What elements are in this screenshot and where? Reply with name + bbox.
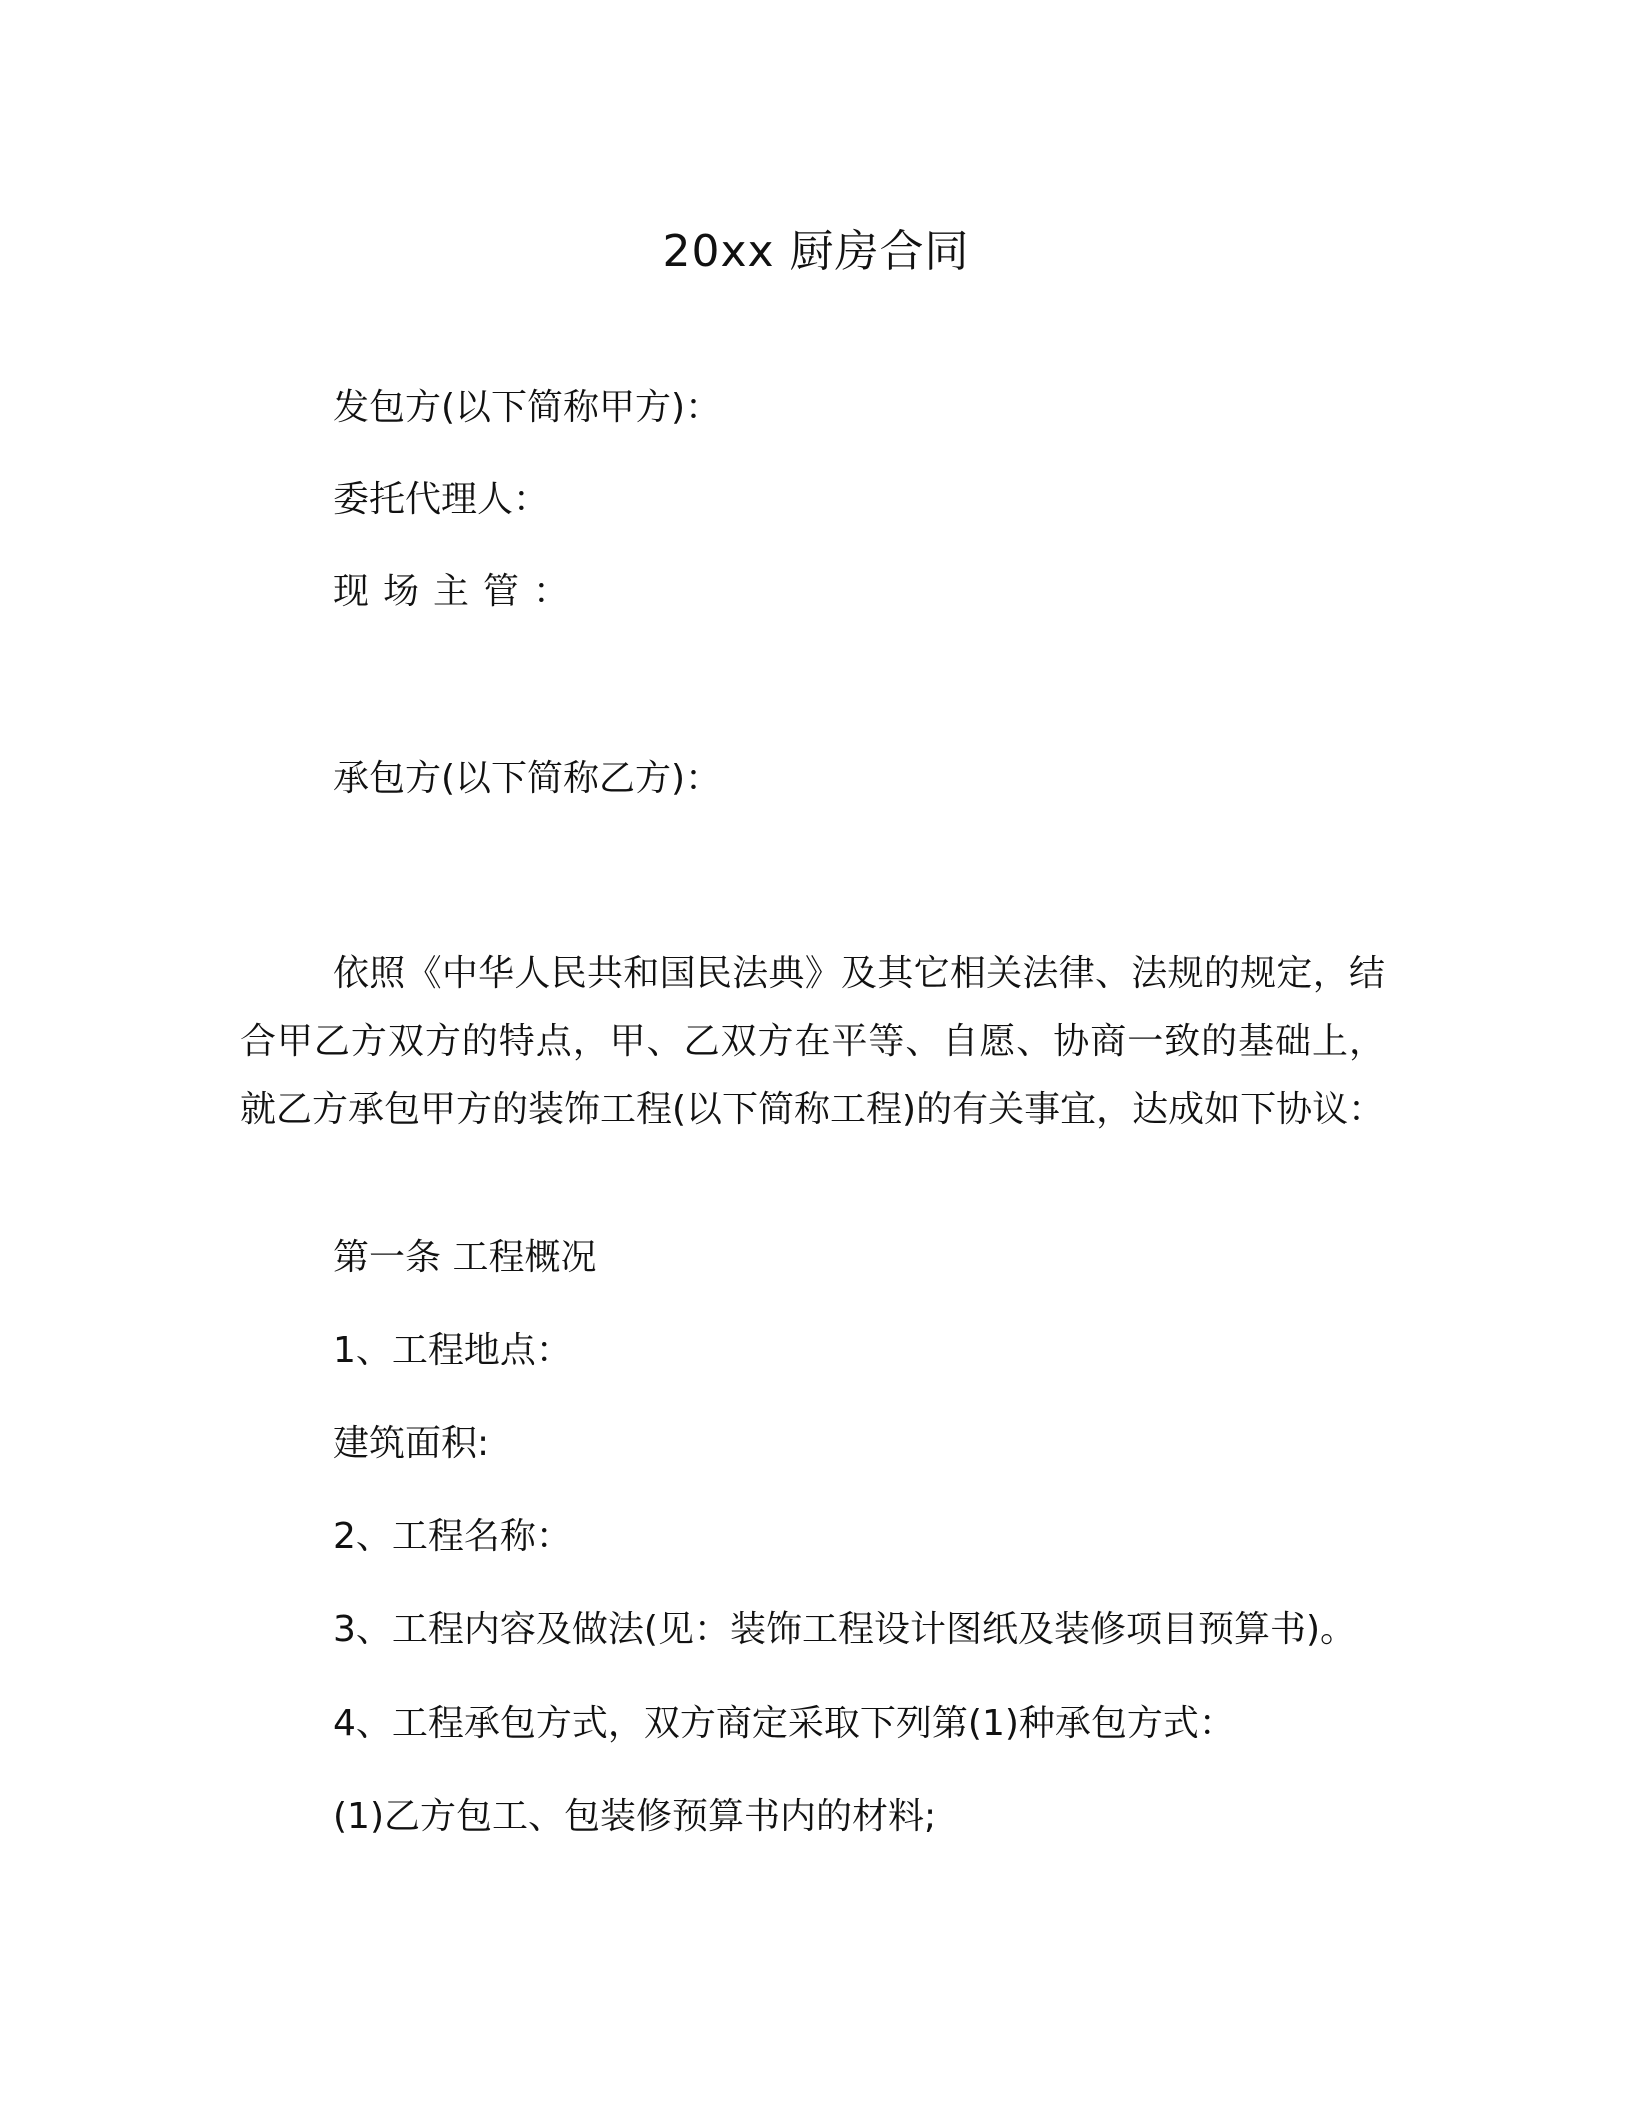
item-1-location: 1、工程地点： [333, 1330, 572, 1371]
floor-area-line: 建筑面积: [333, 1423, 490, 1464]
item-3-content: 3、工程内容及做法(见：装饰工程设计图纸及装修项目预算书)。 [333, 1609, 1356, 1650]
document-title: 20xx 厨房合同 [662, 226, 970, 277]
agent-line: 委托代理人： [333, 479, 550, 520]
item-2-name: 2、工程名称： [333, 1516, 572, 1557]
item-4-method: 4、工程承包方式，双方商定采取下列第(1)种承包方式： [333, 1703, 1235, 1744]
site-supervisor-line: 现场主管： [333, 571, 584, 612]
preamble-paragraph: 依照《中华人民共和国民法典》及其它相关法律、法规的规定，结合甲乙方双方的特点，甲、乙双方在平等、自愿、协商一致的基础上，就乙方承包甲方的装饰工程(以下简称工程)的有关事宜，达成如下协议： [240, 953, 1385, 1130]
article-1-heading: 第一条 工程概况 [333, 1237, 597, 1278]
party-a-line: 发包方(以下简称甲方)： [333, 387, 722, 428]
method-option-1: (1)乙方包工、包装修预算书内的材料; [333, 1796, 937, 1837]
party-b-line: 承包方(以下简称乙方)： [333, 758, 722, 799]
